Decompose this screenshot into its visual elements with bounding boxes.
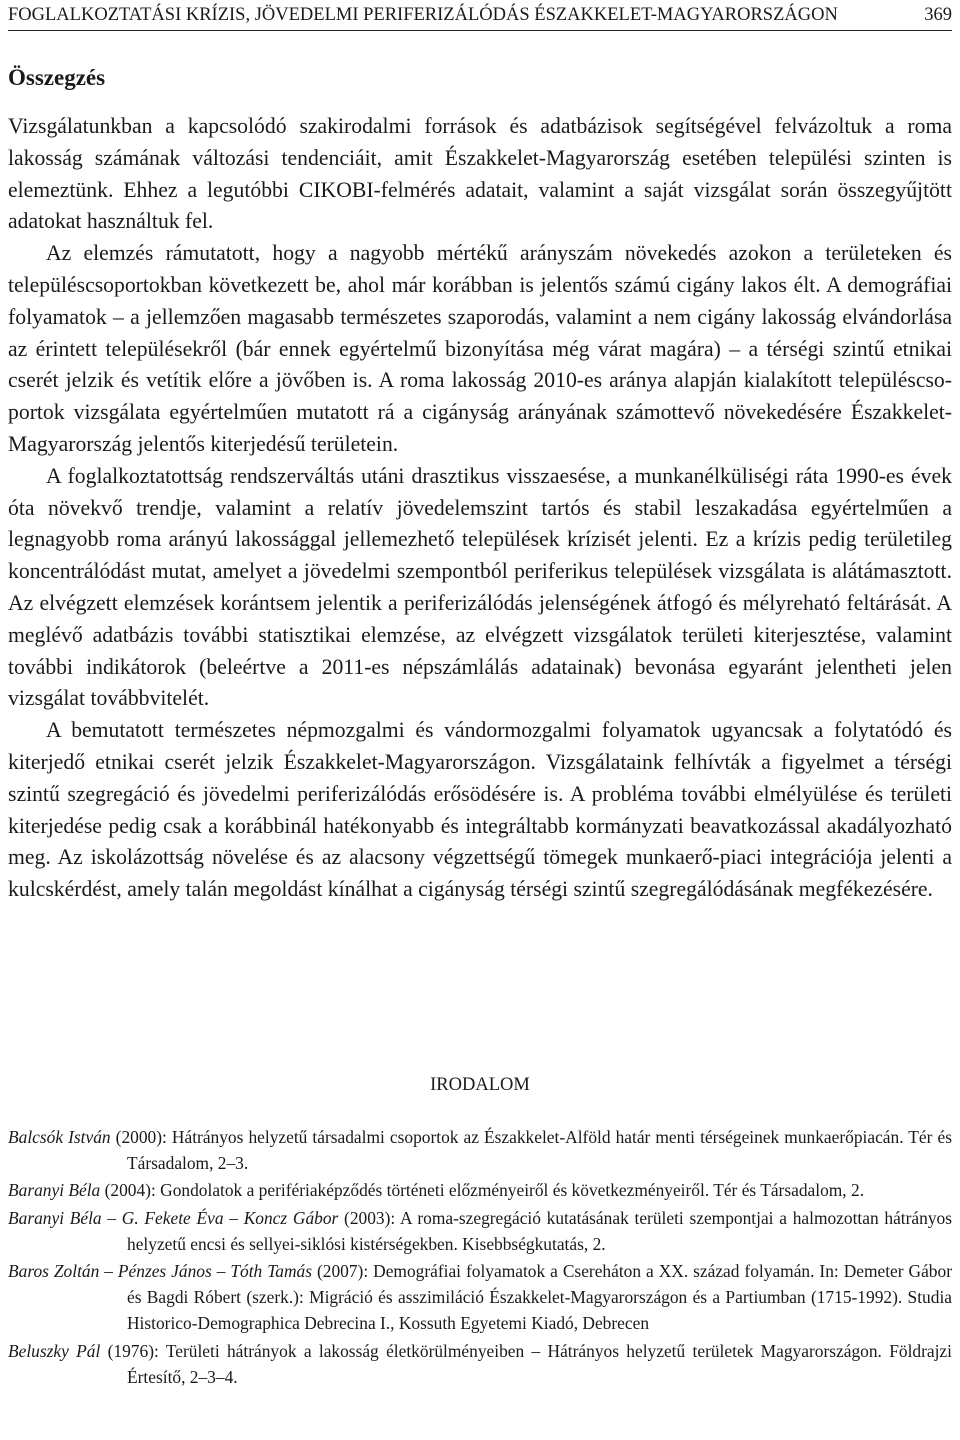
- reference-item: [8, 1338, 952, 1390]
- reference-authors: Baros Zoltán – Pénzes János – Tóth Tamás: [8, 1261, 313, 1282]
- reference-item: [8, 1258, 952, 1337]
- reference-item: [8, 1205, 952, 1257]
- reference-details: (2004): Gondolatok a perifériaképződés történeti előzményeiről és következményeiről. Tér és Társadalom, 2.: [100, 1180, 865, 1201]
- reference-authors: Baranyi Béla – G. Fekete Éva – Koncz Gábor: [8, 1207, 339, 1228]
- reference-details: (2000): Hátrányos helyzetű társadalmi csoportok az Északkelet-Alföld határ menti térségeinek munkaerőpiacán. Tér és Társadalom, 2–3.: [110, 1127, 952, 1174]
- paragraph: A foglalkoztatottság rendszerváltás utáni drasztikus visszaesése, a munkanélküliségi ráta 1990-es évek óta növekvő trendje, valamint a relatív jövedelemszint tartós és stabil leszakadása egyértelműen a legnagyobb roma arányú lakossággal jellemezhető települések krízisét jelenti. Ez a krízis pedig területileg koncentrálódást mutat, amelyet a jövedelmi szempontból periferikus települések vizsgálata is alátámasztott. Az elvégzett elemzések korántsem jelentik a periferizálódás jelenségének átfogó és mélyreható feltárását. A meglévő adatbázis további statisztikai elemzése, az elvégzett vizsgálatok területi kiterjesztése, valamint további indikátorok (beleértve a 2011-es népszámlálás adatainak) bevonása egyaránt jelentheti jelen vizsgálat továbbvitelét.: [8, 463, 952, 711]
- reference-details: (1976): Területi hátrányok a lakosság életkörülményeiben – Hátrányos helyzetű területek Magyarországon. Földrajzi Értesítő, 2–3–4.: [100, 1340, 952, 1387]
- reference-list: [8, 1124, 952, 1391]
- document-page: [8, 0, 952, 1440]
- reference-details: (2003): A roma-szegregáció kutatásának területi szempontjai a halmozottan hátrányos helyzetű encsi és sellyei-siklósi kistérségekben. Kisebbségkutatás, 2.: [127, 1207, 952, 1254]
- reference-authors: Beluszky Pál: [8, 1340, 101, 1361]
- reference-item: [8, 1124, 952, 1176]
- section-title: Összegzés: [8, 65, 106, 90]
- running-title: FOGLALKOZTATÁSI KRÍZIS, JÖVEDELMI PERIFERIZÁLÓDÁS ÉSZAKKELET-MAGYARORSZÁGON: [8, 5, 838, 25]
- reference-item: [8, 1177, 952, 1203]
- paragraph: Az elemzés rámutatott, hogy a nagyobb mértékű arányszám növekedés azokon a területeken és településcsoportokban következett be, ahol már korábban is jelentős számú cigány lakos élt. A demográfiai folyamatok – a jellemzően magasabb természetes szaporodás, valamint a nem cigány lakosság elvándorlása az érintett településekről (bár ennek egyértelmű bizonyítása még várat magára) – a térségi szintű etnikai cserét jelzik és vetítik előre a jövőben is. A roma lakosság 2010-es aránya alapján kialakított településcsoportok vizsgálata egyértelműen mutatott rá a cigányság arányának számottevő növekedésére Északkelet-Magyarország jelentős kiterjedésű területein.: [8, 241, 952, 456]
- paragraph: Vizsgálatunkban a kapcsolódó szakirodalmi források és adatbázisok segítségével felvázoltuk a roma lakosság számának változási tendenciáit, amit Északkelet-Magyarország esetében települési szinten is elemeztünk. Ehhez a legutóbbi CIKOBI-felmérés adatait, valamint a saját vizsgálat során összegyűjtött adatokat használtuk fel.: [8, 114, 952, 234]
- running-header: [8, 4, 952, 31]
- reference-authors: Balcsók István: [8, 1127, 111, 1147]
- page-number: 369: [924, 5, 952, 25]
- paragraph: A bemutatott természetes népmozgalmi és vándormozgalmi folyamatok ugyancsak a folytatódó és kiterjedő etnikai cserét jelzik Északkelet-Magyarországon. Vizsgálataink felhívták a figyelmet a térségi szintű szegregáció és jövedelmi periferizálódás erősödésére is. A probléma további elmélyülése és területi kiterjedése pedig csak a korábbinál hatékonyabb és integráltabb kormányzati beavatkozással akadályozható meg. Az iskolázottság növelése és az alacsony végzettségű tömegek munkaerő-piaci integrációja jelenti a kulcskérdést, amely talán megoldást kínálhat a cigányság térségi szintű szegregálódásának megfékezésére.: [8, 718, 952, 902]
- references-heading: IRODALOM: [430, 1075, 530, 1095]
- reference-authors: Baranyi Béla: [8, 1180, 101, 1201]
- reference-details: (2007): Demográfiai folyamatok a Csereháton a XX. század folyamán. In: Demeter Gábor és Bagdi Róbert (szerk.): Migráció és asszimiláció Északkelet-Magyarországon és a Partiumban (1715-1992). Studia Historico-Demographica Debrecina I., Kossuth Egyetemi Kiadó, Debrecen: [127, 1261, 952, 1334]
- body-text: [8, 111, 952, 906]
